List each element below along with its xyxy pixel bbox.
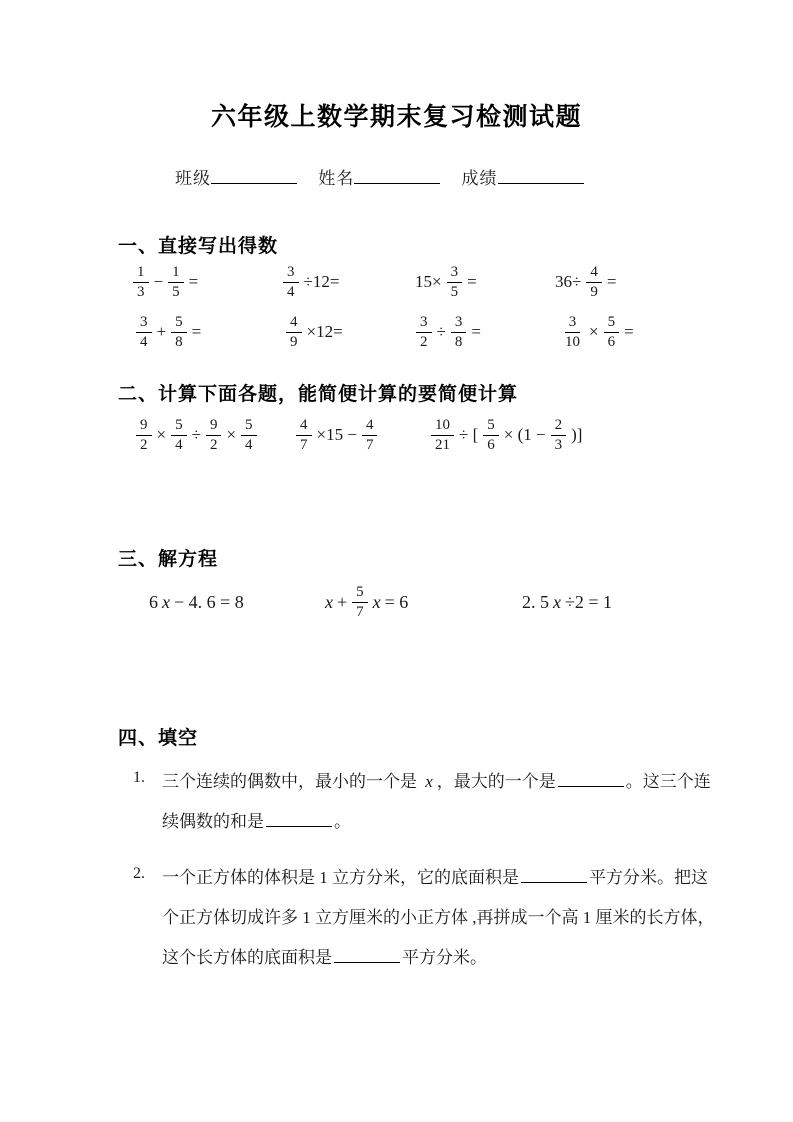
- math-expression: [147, 592, 323, 613]
- math-text: 。这三个连: [625, 772, 711, 791]
- math-text: ×: [226, 425, 237, 445]
- fraction: $\frac{3}{4}$: [136, 313, 152, 352]
- math-text: ÷ [: [459, 425, 479, 445]
- fraction: $\frac{4}{7}$: [362, 416, 378, 455]
- math-text: 平方分米。: [402, 948, 487, 967]
- math-text: ÷: [191, 425, 201, 445]
- math-text: 这个长方体的底面积是: [162, 948, 332, 967]
- fraction: $\frac{3}{2}$: [416, 313, 432, 352]
- math-text: 个正方体切成许多 1 立方厘米的小正方体 ,再拼成一个高 1 厘米的长方体，: [162, 908, 715, 927]
- math-text: =: [191, 322, 202, 342]
- fill-in-item-2: [133, 865, 761, 985]
- fraction: $\frac{4}{9}$: [586, 263, 602, 302]
- math-text: 2. 5: [522, 591, 549, 612]
- fraction: $\frac{1}{5}$: [168, 263, 184, 302]
- answer-blank: [558, 769, 624, 787]
- score-field-label: 成绩: [461, 169, 498, 188]
- section-3-heading: 三、解方程: [118, 549, 219, 570]
- math-text: =: [471, 322, 481, 342]
- info-line: [175, 164, 601, 189]
- fraction: $\frac{3}{4}$: [283, 263, 299, 302]
- math-text: = 6: [384, 591, 409, 612]
- fraction: $\frac{5}{7}$: [352, 583, 368, 622]
- math-text: 6: [149, 591, 158, 612]
- fraction: $\frac{3}{10}$: [565, 314, 580, 350]
- item-number: 2.: [133, 865, 145, 882]
- section-2-heading: 二、计算下面各题，能简便计算的要简便计算: [118, 384, 519, 405]
- math-text: −: [153, 272, 164, 292]
- fraction: $\frac{3}{5}$: [447, 263, 463, 302]
- item-line: [160, 769, 761, 809]
- math-text: ÷2 = 1: [565, 591, 613, 612]
- math-text: ，最大的一个是: [436, 772, 556, 791]
- math-text: ×15 −: [316, 425, 357, 445]
- variable: x: [162, 591, 170, 612]
- math-expression: [283, 313, 413, 352]
- math-text: =: [188, 272, 199, 292]
- fraction: $\frac{5}{4}$: [241, 416, 257, 455]
- math-text: ÷: [436, 322, 446, 342]
- fraction: $\frac{9}{2}$: [206, 416, 222, 455]
- variable: x: [325, 591, 333, 612]
- answer-blank: [521, 865, 587, 883]
- math-text: +: [337, 591, 348, 612]
- variable: x: [372, 591, 381, 612]
- item-line: [160, 865, 761, 905]
- math-text: − 4. 6 = 8: [174, 591, 244, 612]
- item-line: [160, 905, 761, 945]
- math-text: 三个连续的偶数中，最小的一个是: [162, 772, 422, 791]
- score-field: [462, 169, 584, 188]
- math-expression: [280, 263, 413, 302]
- math-expression: [428, 416, 584, 455]
- math-text: =: [467, 272, 477, 292]
- math-expression: [553, 263, 618, 302]
- fraction: $\frac{9}{2}$: [136, 416, 152, 455]
- math-text: 一个正方体的体积是 1 立方分米，它的底面积是: [162, 868, 519, 887]
- variable: x: [425, 772, 433, 791]
- fraction: $\frac{5}{8}$: [171, 313, 187, 352]
- item-line: [160, 809, 761, 849]
- math-expression: [323, 583, 520, 622]
- fraction: $\frac{1}{3}$: [133, 263, 149, 302]
- math-text: 。: [334, 812, 351, 831]
- section-1-heading: 一、直接写出得数: [118, 236, 279, 257]
- math-text: ×12=: [306, 322, 343, 342]
- fill-in-item-1: [133, 769, 761, 849]
- variable: x: [553, 591, 561, 612]
- class-field: [175, 169, 297, 188]
- equations-row: [147, 583, 614, 622]
- fraction: $\frac{5}{6}$: [604, 313, 620, 352]
- class-field-blank: [211, 166, 297, 184]
- math-expression: [293, 416, 428, 455]
- item-text: [160, 769, 761, 849]
- math-expression: [413, 313, 558, 352]
- calculation-row: [133, 416, 584, 455]
- fraction: $\frac{4}{9}$: [286, 313, 302, 352]
- name-field: [318, 169, 440, 188]
- math-text: ×: [589, 322, 599, 342]
- math-expression: [520, 592, 614, 613]
- math-expression: [558, 313, 636, 352]
- math-expression: [133, 416, 293, 455]
- answer-blank: [266, 809, 332, 827]
- page-title: 六年级上数学期末复习检测试题: [210, 103, 582, 131]
- fraction: $\frac{10}{21}$: [431, 416, 454, 455]
- answer-blank: [334, 945, 400, 963]
- item-number: 1.: [133, 769, 145, 786]
- math-text: )]: [571, 425, 583, 445]
- fraction: $\frac{5}{6}$: [483, 416, 499, 455]
- section-4-heading: 四、填空: [118, 728, 199, 749]
- class-field-label: 班级: [175, 169, 211, 188]
- mental-math-row-1: [130, 263, 618, 302]
- fraction: $\frac{4}{7}$: [296, 416, 312, 455]
- math-text: 15×: [415, 272, 442, 292]
- math-text: ÷12=: [303, 272, 340, 292]
- name-field-label: 姓名: [318, 169, 355, 188]
- math-expression: [133, 313, 283, 352]
- math-text: =: [606, 272, 617, 292]
- name-field-blank: [354, 166, 440, 184]
- math-text: 平方分米。把这: [589, 868, 708, 887]
- item-text: [160, 865, 761, 985]
- mental-math-row-2: [133, 313, 636, 352]
- math-expression: [413, 263, 553, 302]
- fraction: $\frac{5}{4}$: [171, 416, 187, 455]
- math-expression: [130, 263, 280, 302]
- math-text: 36÷: [555, 272, 582, 292]
- fraction: $\frac{2}{3}$: [551, 416, 567, 455]
- math-text: =: [624, 322, 634, 342]
- score-field-blank: [498, 166, 584, 184]
- math-text: +: [156, 322, 167, 342]
- math-text: × (1 −: [503, 425, 546, 445]
- item-line: [160, 945, 761, 985]
- fraction: $\frac{3}{8}$: [451, 313, 467, 352]
- math-text: 续偶数的和是: [162, 812, 264, 831]
- math-text: ×: [156, 425, 167, 445]
